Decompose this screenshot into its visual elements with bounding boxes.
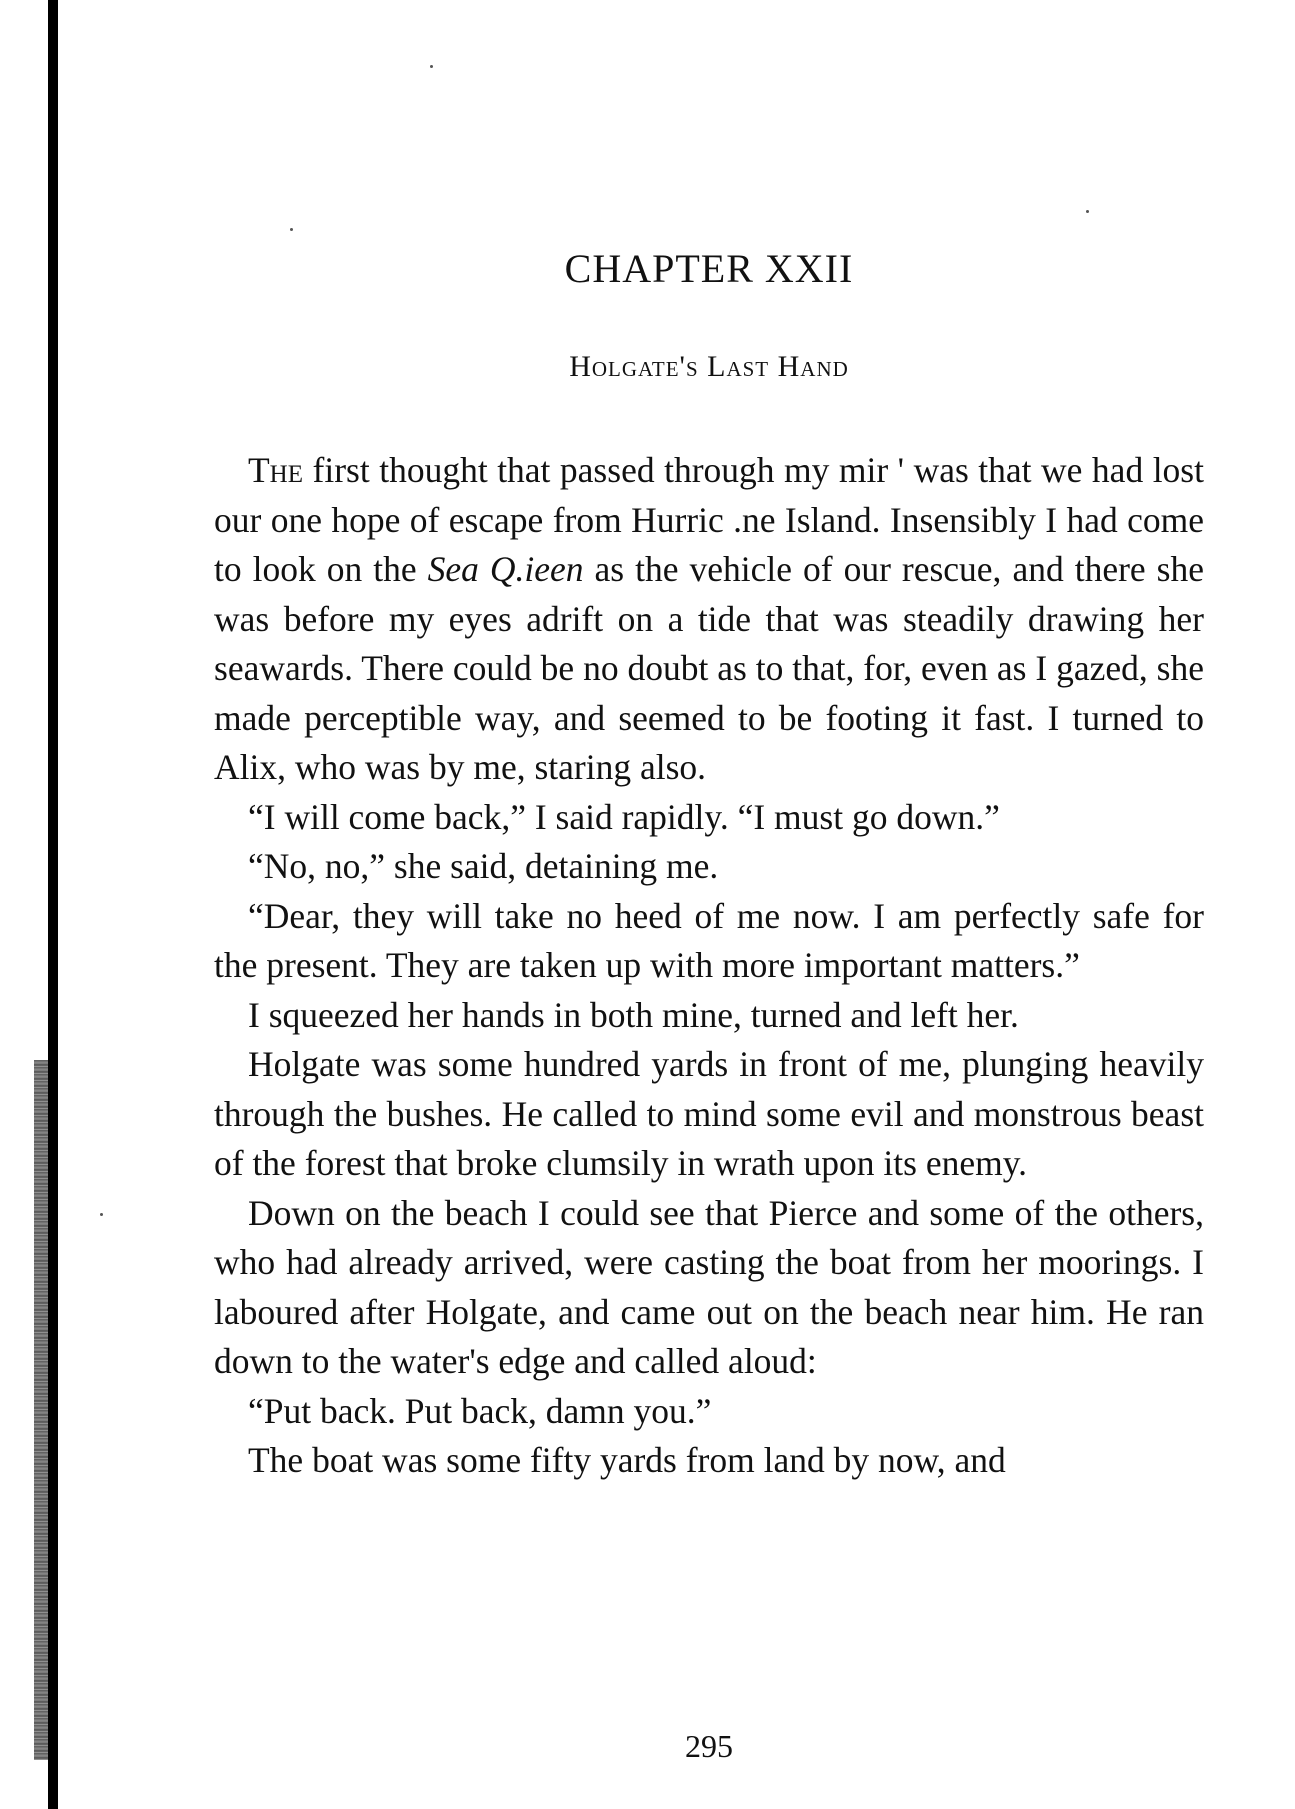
paragraph-4: “Dear, they will take no heed of me now. I am perfectly safe for the present. They are taken up with more important matters.”	[214, 895, 1204, 985]
paragraph-7: Down on the beach I could see that Pierce and some of the others, who had already arrived, were casting the boat from her moorings. I laboured after Holgate, and came out on the beach near him. He ran down to the water's edge and called aloud:	[214, 1192, 1204, 1381]
chapter-title: CHAPTER XXII	[564, 246, 854, 291]
scan-speck	[1086, 210, 1089, 213]
scan-speck	[100, 1213, 103, 1216]
chapter-subtitle: Holgate's Last Hand	[569, 350, 849, 383]
paragraph-text: as the vehicle of our rescue, and there she was before my eyes adrift on a tide that was steadily drawing her seawards. There could be no doubt as to that, for, even as I gazed, she made perceptible way, and seemed to be footing it fast. I turned to Alix, who was by me, staring also.	[214, 549, 1204, 787]
scan-speck	[430, 65, 433, 68]
paragraph-5: I squeezed her hands in both mine, turned and left her.	[248, 994, 1019, 1035]
paragraph-2: “I will come back,” I said rapidly. “I must go down.”	[248, 796, 1000, 837]
scan-speck	[290, 228, 293, 231]
ship-name: Sea Q.ieen	[427, 549, 584, 589]
page-number: 295	[685, 1728, 733, 1764]
paragraph-9: The boat was some fifty yards from land by now, and	[248, 1440, 1006, 1480]
paragraph-1	[214, 446, 1204, 793]
paragraph-3: “No, no,” she said, detaining me.	[248, 846, 719, 886]
chapter-body	[214, 446, 1204, 1486]
binding-scan-artifact	[34, 1060, 48, 1760]
paragraph-6: Holgate was some hundred yards in front of me, plunging heavily through the bushes. He called to mind some evil and monstrous beast of the forest that broke clumsily in wrath upon its enemy.	[214, 1044, 1204, 1183]
paragraph-text: first thought that passed through my mir ' was that we had lost our one hope of escape from Hurric .ne Island. Insensibly I had come to look on the	[214, 450, 1204, 589]
drop-lead-word: The	[248, 450, 304, 490]
binding-shadow-line	[48, 0, 58, 1809]
paragraph-8: “Put back. Put back, damn you.”	[248, 1390, 712, 1431]
